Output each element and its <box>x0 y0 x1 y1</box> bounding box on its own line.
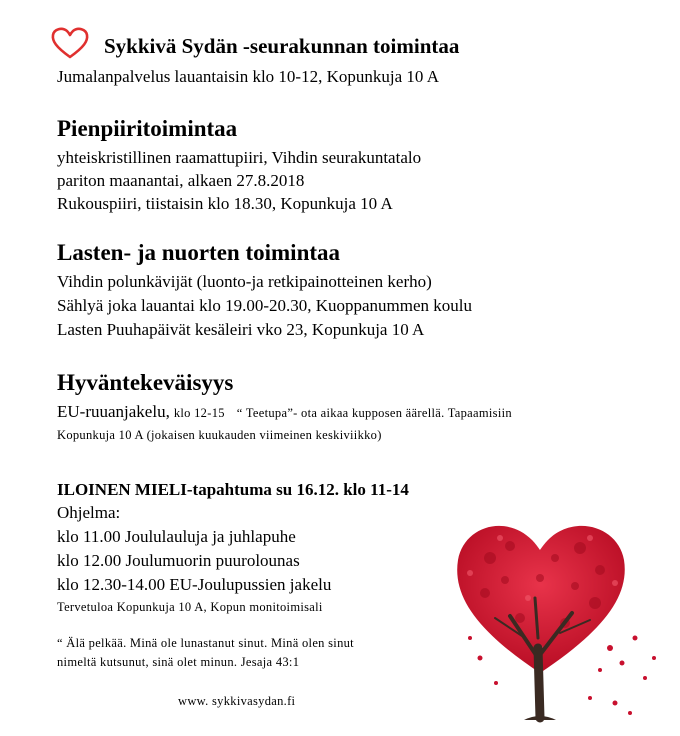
small-groups-line: yhteiskristillinen raamattupiiri, Vihdin seurakuntatalo <box>57 148 422 167</box>
charity-line-2: Kopunkuja 10 A (jokaisen kuukauden viimeinen keskiviikko) <box>57 428 382 442</box>
small-groups-heading: Pienpiiritoimintaa <box>57 116 238 141</box>
website-link[interactable]: www. sykkivasydan.fi <box>178 694 296 708</box>
worship-line: Jumalanpalvelus lauantaisin klo 10-12, Kopunkuja 10 A <box>57 67 439 86</box>
charity-heading: Hyväntekeväisyys <box>57 370 234 395</box>
event-item: klo 12.00 Joulumuorin puurolounas <box>57 551 300 570</box>
quote-line: “ Älä pelkää. Minä ole lunastanut sinut. Minä olen sinut <box>57 636 354 650</box>
event-program-label: Ohjelma: <box>57 503 121 522</box>
quote-line: nimeltä kutsunut, sinä olet minun. Jesaja 43:1 <box>57 655 300 669</box>
heart-tree-illustration <box>440 498 670 728</box>
event-heading: ILOINEN MIELI-tapahtuma su 16.12. klo 11-14 <box>57 480 409 499</box>
charity-rest: “ Teetupa”- ota aikaa kupposen äärellä. Tapaamisiin <box>236 406 512 420</box>
youth-line: Sählyä joka lauantai klo 19.00-20.30, Kuoppanummen koulu <box>57 296 473 315</box>
charity-line <box>57 402 512 422</box>
page-title: Sykkivä Sydän -seurakunnan toimintaa <box>104 34 460 58</box>
charity-time: klo 12-15 <box>173 406 225 420</box>
event-item: klo 11.00 Joululauluja ja juhlapuhe <box>57 527 296 546</box>
event-item: klo 12.30-14.00 EU-Joulupussien jakelu <box>57 575 332 594</box>
youth-line: Vihdin polunkävijät (luonto-ja retkipainotteinen kerho) <box>57 272 432 291</box>
heart-outline-icon <box>50 26 90 60</box>
small-groups-line: pariton maanantai, alkaen 27.8.2018 <box>57 171 305 190</box>
youth-heading: Lasten- ja nuorten toimintaa <box>57 240 341 265</box>
small-groups-line: Rukouspiiri, tiistaisin klo 18.30, Kopunkuja 10 A <box>57 194 393 213</box>
youth-line: Lasten Puuhapäivät kesäleiri vko 23, Kopunkuja 10 A <box>57 320 425 339</box>
event-welcome: Tervetuloa Kopunkuja 10 A, Kopun monitoimisali <box>57 600 323 614</box>
charity-lead: EU-ruuanjakelu, <box>57 402 170 421</box>
